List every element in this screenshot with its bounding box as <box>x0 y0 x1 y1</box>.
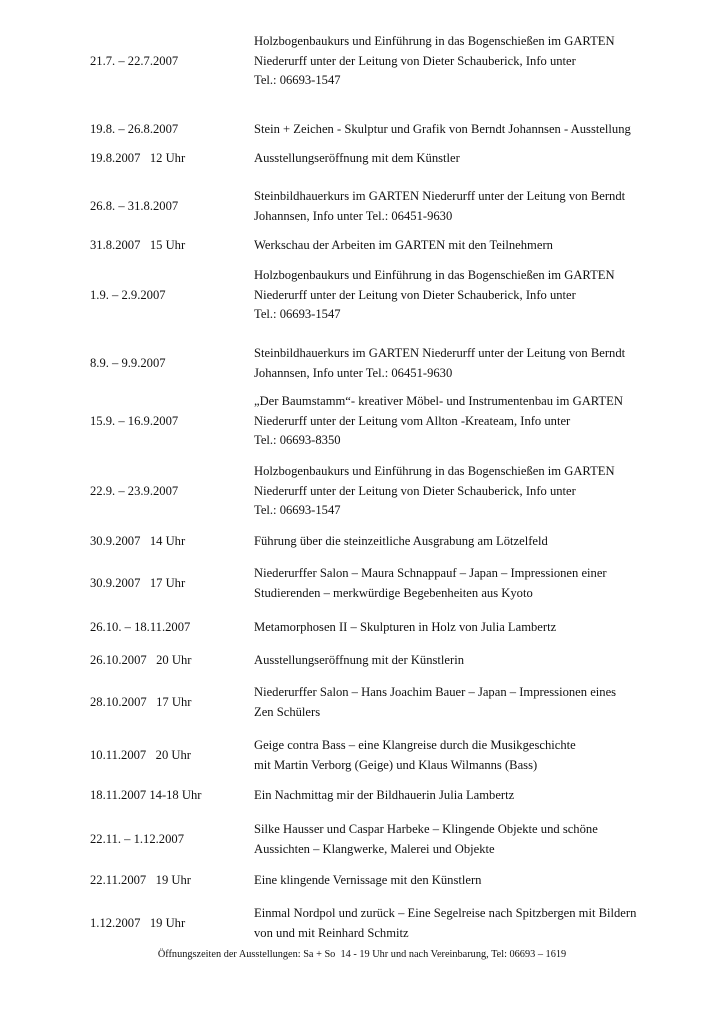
event-description-line: mit Martin Verborg (Geige) und Klaus Wilmanns (Bass) <box>254 757 538 772</box>
event-description <box>254 236 694 256</box>
event-description <box>254 618 694 638</box>
event-description-line: Führung über die steinzeitliche Ausgrabung am Lötzelfeld <box>254 534 548 548</box>
event-description-line: Tel.: 06693-1547 <box>254 307 341 321</box>
event-description <box>254 149 694 169</box>
event-description-line: Einmal Nordpol und zurück – Eine Segelreise nach Spitzbergen mit Bildern <box>254 906 637 920</box>
event-description-line: Johannsen, Info unter Tel.: 06451-9630 <box>254 208 453 223</box>
event-date: 26.8. – 31.8.2007 <box>90 198 179 213</box>
event-date: 26.10. – 18.11.2007 <box>90 620 191 634</box>
event-date: 18.11.2007 14-18 Uhr <box>90 788 202 802</box>
event-date: 8.9. – 9.9.2007 <box>90 355 166 370</box>
event-date: 28.10.2007 17 Uhr <box>90 694 192 709</box>
event-description-line: Silke Hausser und Caspar Harbeke – Klingende Objekte und schöne <box>254 822 598 836</box>
event-date: 30.9.2007 14 Uhr <box>90 534 186 548</box>
event-description-line: Ausstellungseröffnung mit dem Künstler <box>254 151 460 165</box>
event-description-line: „Der Baumstamm“- kreativer Möbel- und Instrumentenbau im GARTEN <box>254 394 623 408</box>
event-description <box>254 392 694 451</box>
event-description <box>254 32 694 91</box>
event-description-line: Niederurff unter der Leitung von Dieter Schauberick, Info unter <box>254 53 576 68</box>
event-description <box>254 532 694 552</box>
event-date: 22.11. – 1.12.2007 <box>90 831 184 846</box>
event-description <box>254 904 694 943</box>
event-description-line: Metamorphosen II – Skulpturen in Holz von Julia Lambertz <box>254 620 557 634</box>
event-description-line: von und mit Reinhard Schmitz <box>254 925 409 940</box>
event-description-line: Tel.: 06693-8350 <box>254 433 341 447</box>
event-description <box>254 187 694 226</box>
event-description <box>254 651 694 671</box>
event-description-line: Steinbildhauerkurs im GARTEN Niederurff unter der Leitung von Berndt <box>254 346 626 360</box>
event-description-line: Holzbogenbaukurs und Einführung in das Bogenschießen im GARTEN <box>254 464 615 478</box>
event-description-line: Tel.: 06693-1547 <box>254 73 341 87</box>
event-description-line: Niederurff unter der Leitung vom Allton -Kreateam, Info unter <box>254 413 571 428</box>
event-description-line: Stein + Zeichen - Skulptur und Grafik von Berndt Johannsen - Ausstellung <box>254 122 631 136</box>
event-description <box>254 820 694 859</box>
event-description-line: Ein Nachmittag mir der Bildhauerin Julia Lambertz <box>254 788 515 802</box>
event-date: 19.8. – 26.8.2007 <box>90 122 179 136</box>
event-description-line: Ausstellungseröffnung mit der Künstlerin <box>254 653 464 667</box>
event-description <box>254 683 694 722</box>
event-date: 15.9. – 16.9.2007 <box>90 413 179 428</box>
event-description-line: Niederurff unter der Leitung von Dieter Schauberick, Info unter <box>254 483 576 498</box>
event-date: 1.9. – 2.9.2007 <box>90 287 166 302</box>
event-description-line: Niederurffer Salon – Hans Joachim Bauer – Japan – Impressionen eines <box>254 685 617 699</box>
event-description-line: Niederurffer Salon – Maura Schnappauf – Japan – Impressionen einer <box>254 566 607 580</box>
event-description-line: Niederurff unter der Leitung von Dieter Schauberick, Info unter <box>254 287 576 302</box>
event-description-line: Studierenden – merkwürdige Begebenheiten aus Kyoto <box>254 585 533 600</box>
opening-hours-footer: Öffnungszeiten der Ausstellungen: Sa + So 14 - 19 Uhr und nach Vereinbarung, Tel: 06693 – 1619 <box>157 949 567 960</box>
event-description-line: Werkschau der Arbeiten im GARTEN mit den Teilnehmern <box>254 238 553 252</box>
event-description <box>254 344 694 383</box>
event-date: 22.9. – 23.9.2007 <box>90 483 179 498</box>
event-description <box>254 462 694 521</box>
event-date: 1.12.2007 19 Uhr <box>90 915 186 930</box>
event-date: 26.10.2007 20 Uhr <box>90 653 192 667</box>
event-description-line: Holzbogenbaukurs und Einführung in das Bogenschießen im GARTEN <box>254 268 615 282</box>
event-date: 22.11.2007 19 Uhr <box>90 873 191 887</box>
event-description <box>254 266 694 325</box>
event-description-line: Holzbogenbaukurs und Einführung in das Bogenschießen im GARTEN <box>254 34 615 48</box>
event-description <box>254 736 694 775</box>
event-description-line: Tel.: 06693-1547 <box>254 503 341 517</box>
event-description-line: Zen Schülers <box>254 704 321 719</box>
event-date: 30.9.2007 17 Uhr <box>90 575 186 590</box>
event-description-line: Johannsen, Info unter Tel.: 06451-9630 <box>254 365 453 380</box>
event-description <box>254 871 694 891</box>
event-date: 31.8.2007 15 Uhr <box>90 238 186 252</box>
event-description <box>254 786 694 806</box>
event-description-line: Aussichten – Klangwerke, Malerei und Objekte <box>254 841 495 856</box>
event-date: 10.11.2007 20 Uhr <box>90 747 191 762</box>
event-date: 19.8.2007 12 Uhr <box>90 151 186 165</box>
event-description-line: Geige contra Bass – eine Klangreise durch die Musikgeschichte <box>254 738 576 752</box>
event-description-line: Eine klingende Vernissage mit den Künstlern <box>254 873 482 887</box>
event-date: 21.7. – 22.7.2007 <box>90 53 179 68</box>
event-description-line: Steinbildhauerkurs im GARTEN Niederurff unter der Leitung von Berndt <box>254 189 626 203</box>
event-description <box>254 564 694 603</box>
event-description <box>254 120 694 140</box>
